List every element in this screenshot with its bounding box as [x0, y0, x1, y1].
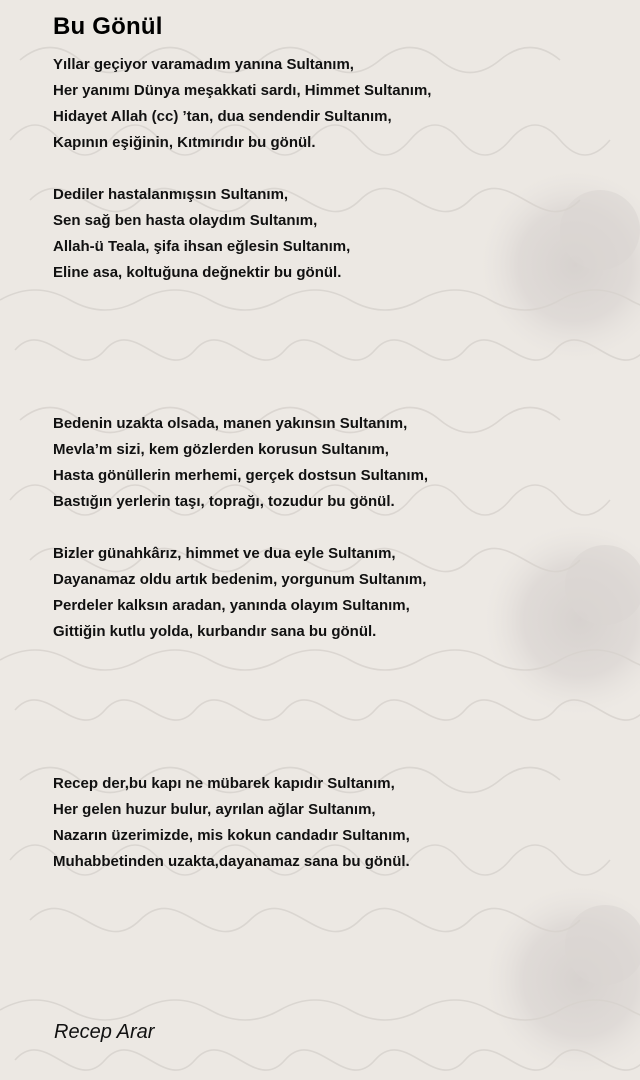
poem-line: Her yanımı Dünya meşakkati sardı, Himmet Sultanım,: [53, 82, 432, 99]
poem-author: Recep Arar: [54, 1021, 155, 1043]
stanza-2: [53, 182, 613, 286]
stanza-4: [53, 541, 613, 645]
poem-line: Recep der,bu kapı ne mübarek kapıdır Sultanım,: [53, 775, 395, 792]
poem-line: Muhabbetinden uzakta,dayanamaz sana bu gönül.: [53, 853, 410, 870]
poem-line: Nazarın üzerimizde, mis kokun candadır Sultanım,: [53, 827, 410, 844]
stanza-5: [53, 771, 613, 875]
stanza-3: [53, 411, 613, 515]
poem-line: Bastığın yerlerin taşı, toprağı, tozudur bu gönül.: [53, 493, 395, 510]
poem-line: Kapının eşiğinin, Kıtmırıdır bu gönül.: [53, 134, 316, 151]
poem-line: Bizler günahkârız, himmet ve dua eyle Sultanım,: [53, 545, 396, 562]
poem-line: Mevla’m sizi, kem gözlerden korusun Sultanım,: [53, 441, 389, 458]
poem-line: Dayanamaz oldu artık bedenim, yorgunum Sultanım,: [53, 571, 427, 588]
poem-line: Hidayet Allah (cc) ’tan, dua sendendir Sultanım,: [53, 108, 392, 125]
stanza-1: [53, 52, 613, 156]
poem-line: Her gelen huzur bulur, ayrılan ağlar Sultanım,: [53, 801, 376, 818]
poem-line: Yıllar geçiyor varamadım yanına Sultanım,: [53, 56, 354, 73]
poem-title: Bu Gönül: [53, 13, 163, 40]
poem-line: Allah-ü Teala, şifa ihsan eğlesin Sultanım,: [53, 238, 351, 255]
poem-line: Gittiğin kutlu yolda, kurbandır sana bu gönül.: [53, 623, 377, 640]
poem-line: Perdeler kalksın aradan, yanında olayım Sultanım,: [53, 597, 410, 614]
poem-line: Bedenin uzakta olsada, manen yakınsın Sultanım,: [53, 415, 408, 432]
poem-line: Eline asa, koltuğuna değnektir bu gönül.: [53, 264, 342, 281]
poem-line: Dediler hastalanmışsın Sultanım,: [53, 186, 289, 203]
poem-line: Hasta gönüllerin merhemi, gerçek dostsun Sultanım,: [53, 467, 429, 484]
poem-line: Sen sağ ben hasta olaydım Sultanım,: [53, 212, 318, 229]
